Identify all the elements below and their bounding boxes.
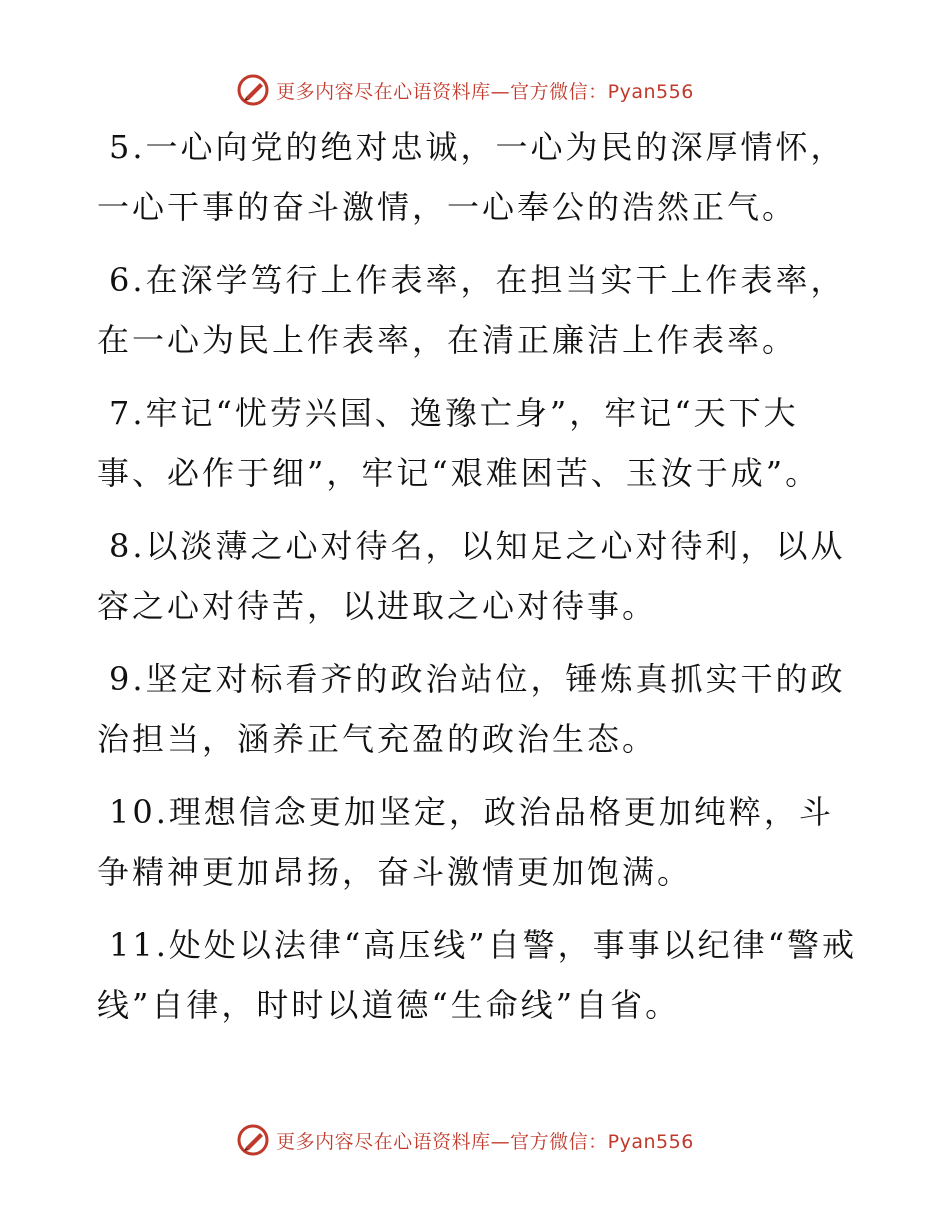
watermark-text: 更多内容尽在心语资料库—官方微信：Pyan556 (276, 1130, 694, 1153)
list-item: 6.在深学笃行上作表率，在担当实干上作表率，在一心为民上作表率，在清正廉洁上作表率。 (97, 261, 846, 359)
list-item: 8.以淡薄之心对待名，以知足之心对待利，以从容之心对待苦，以进取之心对待事。 (97, 527, 846, 625)
pen-logo-icon (236, 1123, 270, 1157)
list-item: 11.处处以法律“高压线”自警，事事以纪律“警戒线”自律，时时以道德“生命线”自省。 (97, 926, 857, 1024)
document-body (97, 117, 857, 1048)
list-item: 10.理想信念更加坚定，政治品格更加纯粹，斗争精神更加昂扬，奋斗激情更加饱满。 (97, 793, 834, 891)
list-item: 9.坚定对标看齐的政治站位，锤炼真抓实干的政治担当，涵养正气充盈的政治生态。 (97, 660, 846, 758)
watermark-text: 更多内容尽在心语资料库—官方微信：Pyan556 (276, 80, 694, 103)
pen-logo-icon (236, 73, 270, 107)
list-item: 7.牢记“忧劳兴国、逸豫亡身”，牢记“天下大事、必作于细”，牢记“艰难困苦、玉汝于成”。 (97, 394, 821, 492)
footer-watermark (0, 1120, 950, 1160)
list-item: 5.一心向党的绝对忠诚，一心为民的深厚情怀，一心干事的奋斗激情，一心奉公的浩然正气。 (97, 128, 846, 226)
header-watermark (0, 70, 950, 110)
